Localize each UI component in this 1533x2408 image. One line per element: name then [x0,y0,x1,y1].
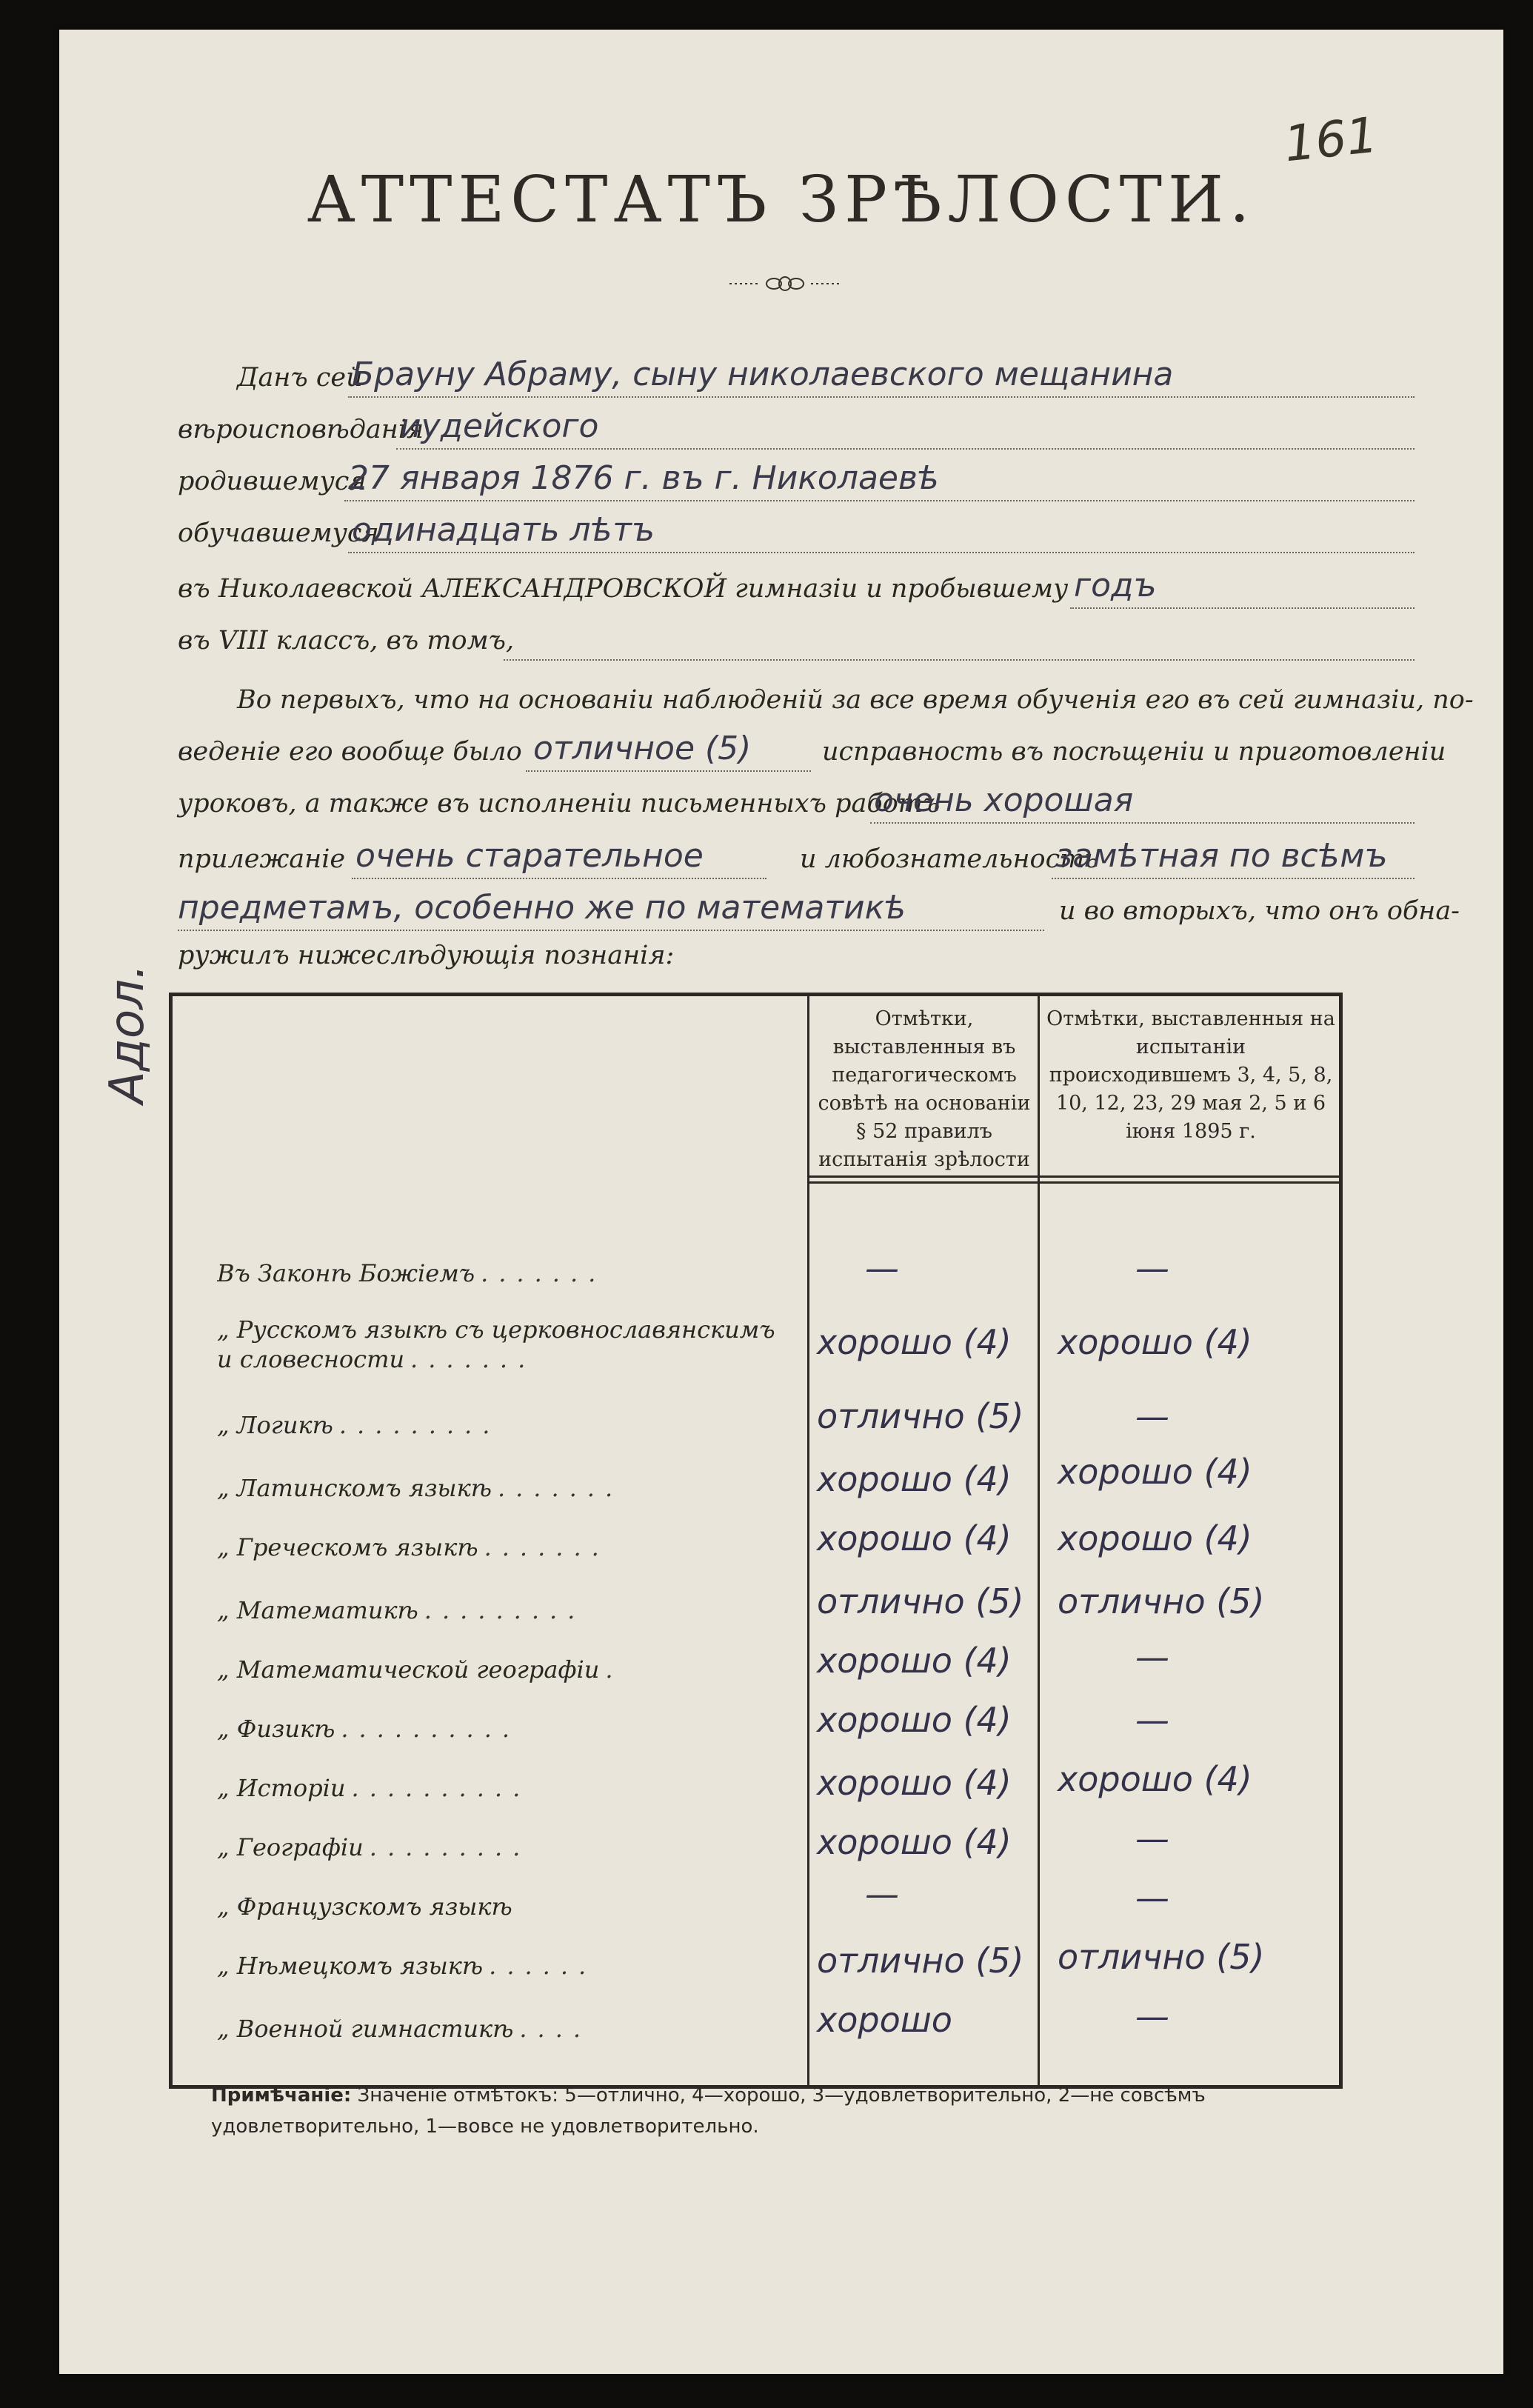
value-issued-to: Брауну Абраму, сыну николаевского мещанина [352,356,1174,393]
label-born: родившемуся [178,467,367,496]
mark-council: отлично (5) [817,1396,1024,1436]
mark-council: хорошо (4) [817,1641,1012,1681]
footnote [211,2080,1366,2142]
footnote-label: Примѣчаніе: [211,2084,352,2107]
subject-row: Въ Законѣ Божіемъ ....... [217,1259,607,1287]
certificate-page [59,30,1503,2374]
mark-council: — [865,1248,899,1288]
value-behaviour: отличное (5) [533,730,752,767]
mark-exam: — [1135,1396,1169,1436]
fill-line [348,552,1415,553]
table-divider [1038,996,1040,2085]
label-class: въ VIII классъ, въ томъ, [178,626,515,656]
grades-table [169,993,1343,2089]
fill-line [344,500,1415,501]
subject-row: „ Физикѣ .......... [217,1715,521,1743]
mark-exam: — [1135,1878,1169,1918]
text-secondly: и во вторыхъ, что онъ обна- [1059,896,1460,926]
mark-exam: хорошо (4) [1058,1759,1252,1799]
subject-row: „ Русскомъ языкѣ съ церковнославянскимъ и словесности ....... [217,1315,775,1373]
fill-line [1070,607,1415,609]
mark-exam: отлично (5) [1058,1937,1265,1977]
fill-line [178,930,1044,931]
label-studied: обучавшемуся [178,518,379,548]
subject-row: „ Нѣмецкомъ языкѣ ...... [217,1952,597,1980]
line-class [59,618,1503,685]
subject-row: „ Латинскомъ языкѣ ....... [217,1474,624,1502]
header-exam-marks: Отмѣтки, выставленныя на испытаніи происходившемъ 3, 4, 5, 8, 10, 12, 23, 29 мая 2, 5 и 6 іюня 1895 г. [1046,1007,1335,1143]
mark-exam: отлично (5) [1058,1581,1265,1621]
table-header-rule [807,1181,1339,1184]
mark-council: хорошо (4) [817,1700,1012,1740]
subject-row: „ Военной гимнастикѣ .... [217,2015,592,2043]
label-behaviour: веденіе его вообще было [178,737,522,767]
mark-council: хорошо (4) [817,1459,1012,1499]
value-diligence: очень старательное [355,837,704,875]
mark-exam: — [1135,1700,1169,1740]
value-born: 27 января 1876 г. въ г. Николаевѣ [348,459,940,497]
mark-exam: — [1135,1996,1169,2036]
fill-line [526,770,811,772]
label-diligence: прилежаніе [178,844,346,874]
value-curiosity: замѣтная по всѣмъ [1055,837,1388,875]
mark-council: отлично (5) [817,1581,1024,1621]
mark-council: хорошо (4) [817,1518,1012,1558]
value-years-in-class: годъ [1074,567,1157,604]
fill-line [348,396,1415,398]
label-gymnasium: въ Николаевской АЛЕКСАНДРОВСКОЙ гимназіи и пробывшему [178,574,1069,604]
label-curiosity: и любознательность [800,844,1099,874]
mark-council: хорошо [817,2000,952,2040]
value-curiosity-cont: предметамъ, особенно же по математикѣ [178,889,906,927]
label-written-works: уроковъ, а также въ исполненіи письменныхъ работъ [178,789,941,818]
value-written-works: очень хорошая [874,781,1134,819]
subject-row: „ Географіи ......... [217,1833,531,1861]
text-knowledge: ружилъ нижеслѣдующія познанія: [178,941,675,970]
mark-exam: хорошо (4) [1058,1322,1252,1362]
value-religion: иудейского [400,407,599,445]
header-council-marks: Отмѣтки, выставленныя въ педагогическомъ совѣтѣ на основаніи § 52 правилъ испытанія зрѣлости [818,1007,1031,1171]
fill-line [504,659,1415,661]
subject-row: „ Исторіи .......... [217,1774,531,1802]
label-religion: вѣроисповѣданія [178,415,424,444]
fill-line [870,822,1415,824]
value-studied: одинадцать лѣтъ [352,511,655,549]
document-title: АТТЕСТАТЪ ЗРѢЛОСТИ. [307,163,1256,237]
subject-row: „ Логикѣ ......... [217,1411,501,1439]
footnote-text: Значеніе отмѣтокъ: 5—отлично, 4—хорошо, 3—удовлетворительно, 2—не совсѣмъ удовлетворительно, 1—вовсе не удовлетворительно. [211,2084,1206,2138]
mark-exam: хорошо (4) [1058,1452,1252,1492]
label-issued-to: Данъ сей [237,363,363,393]
mark-council: хорошо (4) [817,1822,1012,1862]
mark-council: хорошо (4) [817,1763,1012,1803]
fill-line [1052,878,1415,879]
subject-row: „ Французскомъ языкѣ [217,1892,512,1921]
mark-exam: — [1135,1818,1169,1858]
subject-row: „ Греческомъ языкѣ ....... [217,1533,609,1561]
fill-line [352,878,766,879]
page-number: 161 [1281,106,1380,173]
subject-row: „ Математикѣ ......... [217,1596,586,1624]
label-attendance: исправность въ посѣщеніи и приготовленіи [822,737,1446,767]
mark-exam: — [1135,1248,1169,1288]
text-firstly: Во первыхъ, что на основаніи наблюденій за все время обученія его въ сей гимназіи, по- [237,685,1474,715]
mark-council: отлично (5) [817,1941,1024,1981]
fill-line [396,448,1415,450]
mark-council: хорошо (4) [817,1322,1012,1362]
table-divider [807,996,809,2085]
margin-note: Адол. [100,964,155,1104]
table-header-rule [807,1175,1339,1178]
subject-row: „ Математической географіи . [217,1655,624,1684]
mark-exam: — [1135,1637,1169,1677]
mark-council: — [865,1874,899,1914]
title-ornament [729,274,841,293]
mark-exam: хорошо (4) [1058,1518,1252,1558]
